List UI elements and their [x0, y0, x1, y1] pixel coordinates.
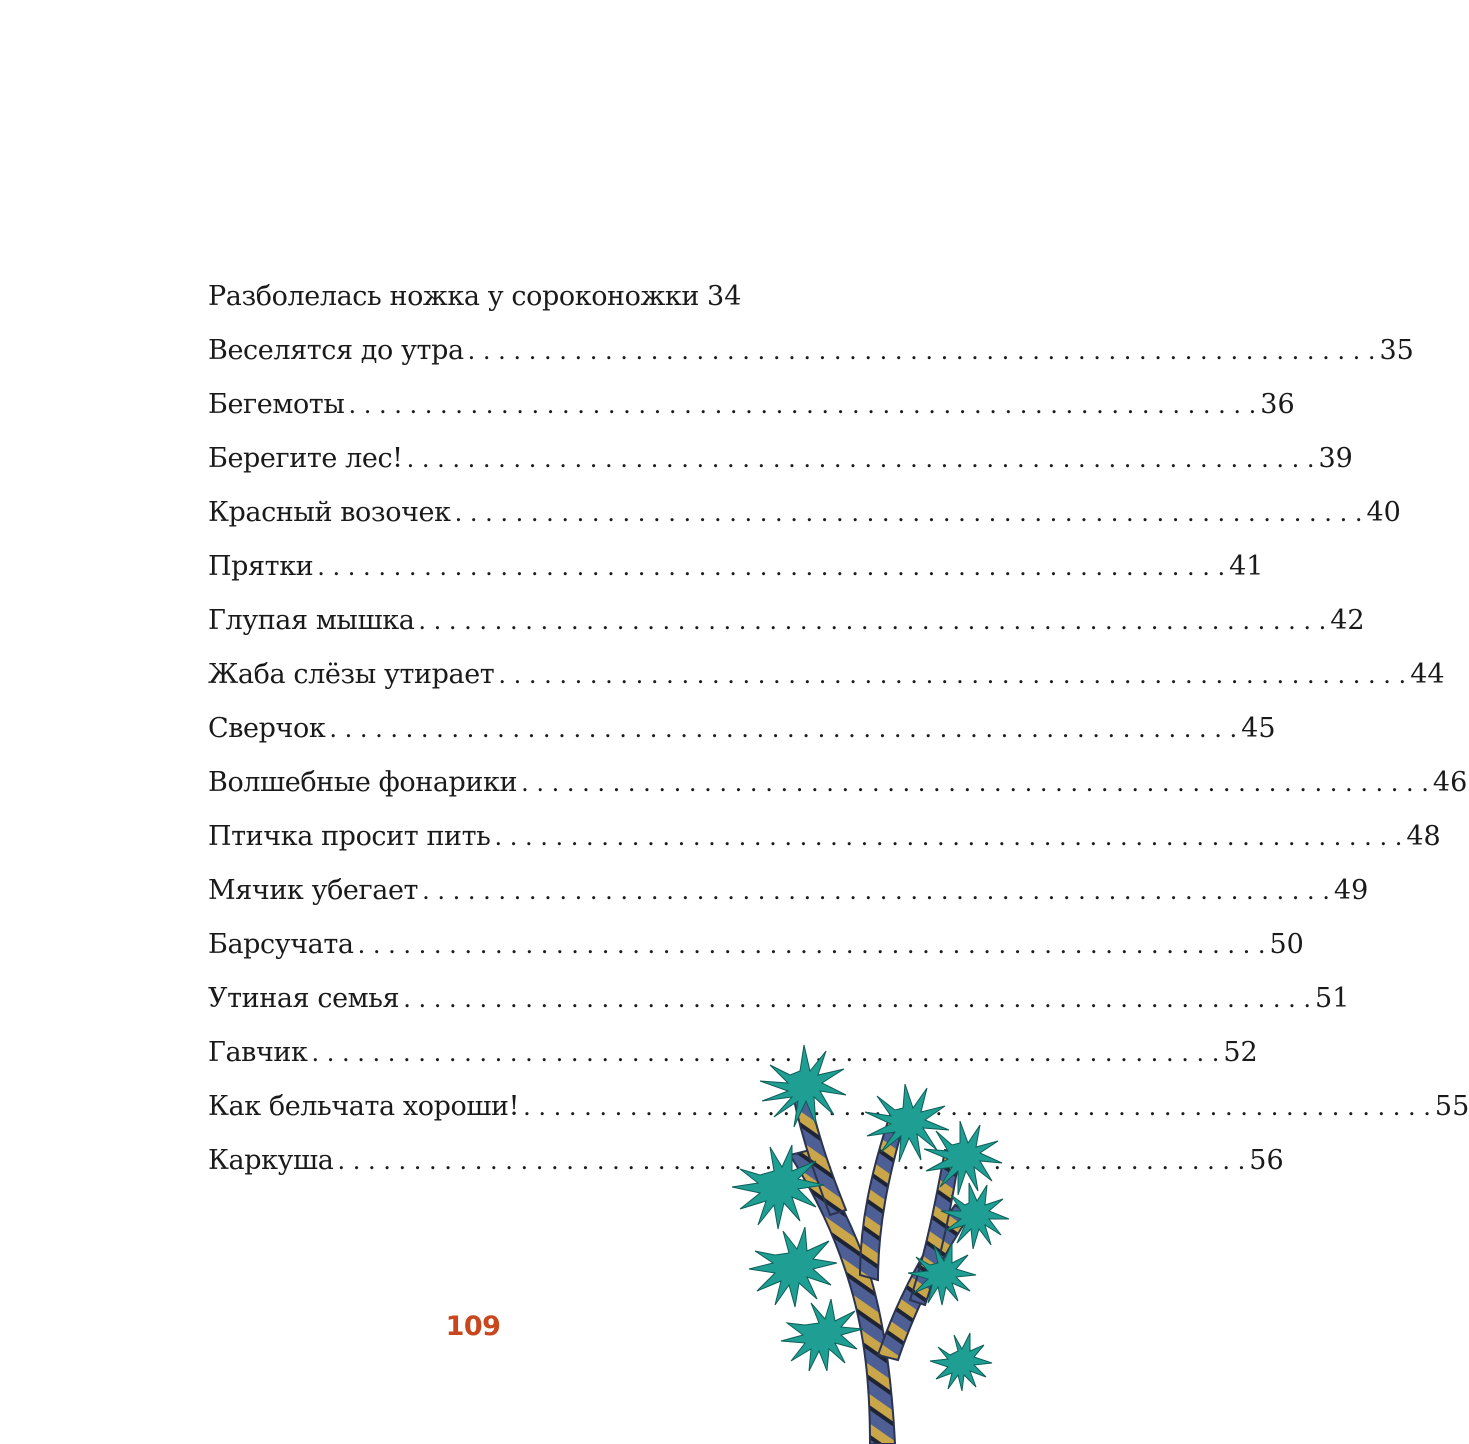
fern-plant-icon	[720, 1055, 1000, 1444]
toc-dot-leader	[317, 540, 1225, 594]
toc-entry-title: Каркуша	[208, 1145, 334, 1176]
toc-dot-leader	[329, 702, 1237, 756]
toc-entry[interactable]	[208, 918, 1304, 972]
toc-entry-title: Как бельчата хороши!	[208, 1091, 520, 1122]
toc-dot-leader	[521, 756, 1429, 810]
toc-entry-page: 51	[1315, 983, 1350, 1014]
toc-entry-page: 55	[1434, 1091, 1469, 1122]
toc-dot-leader	[422, 864, 1330, 918]
toc-entry-title: Берегите лес!	[208, 443, 403, 474]
toc-entry[interactable]	[208, 810, 1441, 864]
toc-entry[interactable]	[208, 1134, 1284, 1188]
toc-entry-page: 50	[1269, 929, 1304, 960]
toc-entry[interactable]	[208, 324, 1414, 378]
toc-dot-leader	[348, 378, 1256, 432]
toc-entry[interactable]	[208, 648, 1445, 702]
toc-entry-title: Волшебные фонарики	[208, 767, 518, 798]
toc-entry-title: Сверчок	[208, 713, 326, 744]
toc-entry[interactable]	[208, 486, 1401, 540]
toc-entry[interactable]	[208, 1080, 1469, 1134]
toc-entry[interactable]	[208, 594, 1365, 648]
toc-entry-page: 42	[1330, 605, 1365, 636]
toc-entry[interactable]	[208, 432, 1353, 486]
toc-entry-title: Утиная семья	[208, 983, 400, 1014]
toc-entry-page: 36	[1260, 389, 1295, 420]
toc-entry-title: Жаба слёзы утирает	[208, 659, 495, 690]
toc-dot-leader	[455, 486, 1363, 540]
toc-entry-page: 44	[1410, 659, 1445, 690]
toc-dot-leader	[407, 432, 1315, 486]
toc-entry-page: 45	[1241, 713, 1276, 744]
toc-dot-leader	[418, 594, 1326, 648]
toc-entry-title: Прятки	[208, 551, 314, 582]
toc-entry-page: 40	[1366, 497, 1401, 528]
toc-entry-title: Красный возочек	[208, 497, 451, 528]
toc-entry[interactable]	[208, 1026, 1258, 1080]
toc-entry[interactable]	[208, 756, 1468, 810]
toc-entry-page: 48	[1406, 821, 1441, 852]
toc-entry-title: Разболелась ножка у сороконожки	[208, 281, 700, 312]
toc-entry-page: 52	[1223, 1037, 1258, 1068]
toc-entry[interactable]	[208, 540, 1264, 594]
toc-entry[interactable]	[208, 864, 1369, 918]
toc-entry-title: Птичка просит пить	[208, 821, 491, 852]
toc-entry-title: Мячик убегает	[208, 875, 419, 906]
toc-entry-title: Барсучата	[208, 929, 354, 960]
toc-entry[interactable]	[208, 378, 1295, 432]
toc-entry-page: 34	[707, 281, 742, 312]
toc-entry-title: Гавчик	[208, 1037, 308, 1068]
toc-entry-title: Бегемоты	[208, 389, 345, 420]
toc-entry-page: 49	[1333, 875, 1369, 906]
toc-entry-page: 35	[1379, 335, 1414, 366]
toc-entry-page: 39	[1318, 443, 1353, 474]
page-number: 109	[445, 1311, 501, 1342]
toc-entry[interactable]	[208, 270, 742, 324]
toc-dot-leader	[468, 324, 1376, 378]
toc-entry-page: 46	[1432, 767, 1468, 798]
toc-entry-title: Глупая мышка	[208, 605, 415, 636]
toc-entry[interactable]	[208, 702, 1276, 756]
toc-entry[interactable]	[208, 972, 1350, 1026]
toc-entry-title: Веселятся до утра	[208, 335, 464, 366]
table-of-contents	[208, 270, 1469, 1188]
toc-dot-leader	[358, 918, 1266, 972]
toc-dot-leader	[498, 648, 1406, 702]
toc-entry-page: 56	[1249, 1145, 1284, 1176]
toc-entry-page: 41	[1229, 551, 1264, 582]
toc-dot-leader	[403, 972, 1311, 1026]
toc-dot-leader	[494, 810, 1402, 864]
